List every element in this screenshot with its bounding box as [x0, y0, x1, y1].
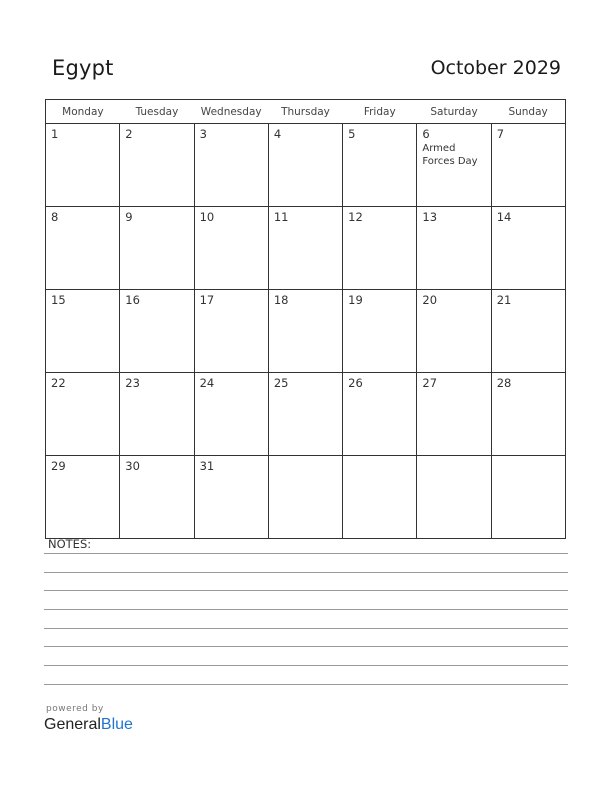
day-cell — [417, 290, 491, 373]
notes-label: NOTES: — [48, 537, 92, 551]
day-cell — [46, 124, 120, 207]
note-line — [44, 572, 568, 573]
day-cell — [46, 373, 120, 456]
day-number: 9 — [125, 210, 133, 224]
day-cell — [491, 207, 565, 290]
weekday-header: Monday — [46, 100, 120, 124]
weekday-header: Thursday — [268, 100, 342, 124]
day-cell — [268, 456, 342, 539]
day-cell — [417, 124, 491, 207]
day-cell — [268, 373, 342, 456]
day-cell — [343, 373, 417, 456]
day-number: 1 — [51, 127, 59, 141]
day-cell — [120, 456, 194, 539]
note-line — [44, 665, 568, 666]
day-cell — [194, 456, 268, 539]
day-cell — [194, 290, 268, 373]
day-cell — [268, 290, 342, 373]
week-row — [46, 290, 566, 373]
powered-by-text: powered by — [46, 704, 104, 714]
day-cell — [120, 207, 194, 290]
day-number: 7 — [496, 127, 505, 141]
day-number: 12 — [348, 210, 363, 224]
weekday-header: Wednesday — [194, 100, 268, 124]
holiday-label: Armed Forces Day — [422, 143, 478, 167]
day-number: 25 — [273, 376, 289, 390]
day-number: 19 — [348, 293, 363, 307]
day-cell — [343, 207, 417, 290]
day-number: 23 — [125, 376, 140, 390]
day-number: 20 — [422, 293, 438, 307]
day-cell — [120, 290, 194, 373]
brand-part-blue: Blue — [100, 716, 133, 733]
week-row — [46, 124, 566, 207]
note-line — [44, 628, 568, 629]
day-number: 3 — [199, 127, 207, 141]
day-cell — [120, 124, 194, 207]
day-number: 11 — [273, 210, 289, 224]
day-cell — [417, 456, 491, 539]
generalblue-logo — [44, 716, 133, 734]
week-row — [46, 373, 566, 456]
brand-part-general: General — [44, 716, 101, 733]
day-cell — [491, 290, 565, 373]
day-number: 16 — [125, 293, 140, 307]
day-number: 2 — [125, 127, 133, 141]
day-number: 22 — [51, 376, 66, 390]
day-cell — [194, 207, 268, 290]
week-row — [46, 456, 566, 539]
day-number: 29 — [51, 459, 66, 473]
day-cell — [46, 456, 120, 539]
note-line — [44, 590, 568, 591]
day-number: 13 — [422, 210, 438, 224]
weekday-header-row — [46, 100, 566, 124]
day-cell — [268, 207, 342, 290]
note-line — [44, 553, 568, 554]
day-cell — [343, 456, 417, 539]
day-number: 28 — [496, 376, 512, 390]
day-number: 30 — [125, 459, 140, 473]
day-cell — [46, 290, 120, 373]
weekday-header: Friday — [343, 100, 417, 124]
weekday-header: Tuesday — [120, 100, 194, 124]
day-number: 26 — [348, 376, 363, 390]
day-number: 27 — [422, 376, 438, 390]
weekday-header: Sunday — [491, 100, 565, 124]
calendar-grid — [45, 99, 566, 539]
day-number: 4 — [273, 127, 282, 141]
day-number: 8 — [51, 210, 59, 224]
day-cell — [491, 124, 565, 207]
day-cell — [343, 290, 417, 373]
day-cell — [46, 207, 120, 290]
day-cell — [194, 373, 268, 456]
day-number: 31 — [199, 459, 215, 473]
country-title: Egypt — [52, 56, 114, 80]
day-number: 15 — [51, 293, 66, 307]
day-number: 24 — [199, 376, 215, 390]
weekday-header: Saturday — [417, 100, 491, 124]
day-cell — [194, 124, 268, 207]
note-line — [44, 684, 568, 685]
day-cell — [268, 124, 342, 207]
day-number: 5 — [348, 127, 356, 141]
month-title: October 2029 — [430, 57, 561, 79]
day-number: 10 — [199, 210, 215, 224]
week-row — [46, 207, 566, 290]
day-cell — [491, 373, 565, 456]
day-cell — [120, 373, 194, 456]
note-line — [44, 609, 568, 610]
note-line — [44, 646, 568, 647]
day-cell — [417, 207, 491, 290]
day-number: 14 — [496, 210, 512, 224]
day-number: 17 — [199, 293, 215, 307]
day-cell — [343, 124, 417, 207]
day-number: 6 — [422, 127, 430, 141]
day-number: 21 — [496, 293, 512, 307]
day-cell — [491, 456, 565, 539]
day-number: 18 — [273, 293, 289, 307]
day-cell — [417, 373, 491, 456]
